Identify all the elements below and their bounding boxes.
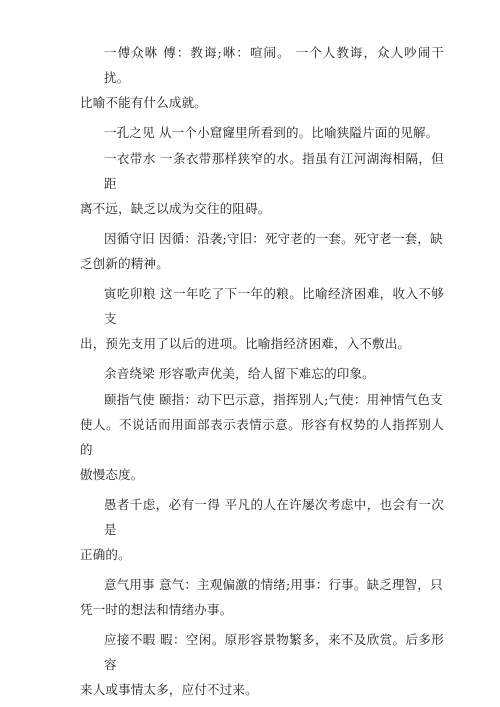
entry-continuation: 比喻不能有什么成就。 xyxy=(80,95,208,110)
idiom-entry xyxy=(80,226,444,276)
idiom-entry xyxy=(104,361,444,386)
entry-continuation: 乏创新的精神。 xyxy=(80,256,169,271)
idiom-entry xyxy=(80,146,444,221)
idiom-entry xyxy=(80,40,444,115)
entry-first-line: 一傅众咻 傅：教诲;咻：喧闹。 一个人教诲，众人吵闹干扰。 xyxy=(104,45,444,85)
entry-first-line: 余音绕梁 形容歌声优美，给人留下难忘的印象。 xyxy=(104,366,375,381)
entry-continuation: 傲慢态度。 xyxy=(80,467,144,482)
idiom-entry xyxy=(80,492,444,567)
entry-first-line: 意气用事 意气：主观偏激的情绪;用事：行事。缺乏理智，只 xyxy=(104,577,443,592)
entry-continuation: 出，预先支用了以后的进项。比喻指经济困难，入不敷出。 xyxy=(80,336,411,351)
idiom-entry xyxy=(80,627,444,702)
entry-continuation: 正确的。 xyxy=(80,547,131,562)
entry-continuation: 凭一时的想法和情绪办事。 xyxy=(80,602,233,617)
idiom-entry xyxy=(80,572,444,622)
entry-first-line: 应接不暇 暇：空闲。原形容景物繁多，来不及欣赏。后多形容 xyxy=(104,632,444,672)
entry-first-line: 因循守旧 因循：沿袭;守旧：死守老的一套。死守老一套，缺 xyxy=(104,231,443,246)
idiom-entry xyxy=(80,387,444,487)
entry-continuation: 来人或事情太多，应付不过来。 xyxy=(80,682,258,697)
entry-first-line: 一衣带水 一条衣带那样狭窄的水。指虽有江河湖海相隔，但距 xyxy=(104,151,444,191)
entry-continuation: 使人。不说话而用面部表示表情示意。形容有权势的人指挥别人的 xyxy=(80,417,444,457)
entry-first-line: 一孔之见 从一个小窟窿里所看到的。比喻狭隘片面的见解。 xyxy=(104,125,439,140)
entry-first-line: 愚者千虑，必有一得 平凡的人在许屡次考虑中，也会有一次是 xyxy=(104,497,444,537)
idiom-entry-list xyxy=(80,40,444,707)
entry-continuation: 离不远，缺乏以成为交往的阻碍。 xyxy=(80,201,271,216)
idiom-entry xyxy=(80,281,444,356)
entry-first-line: 颐指气使 颐指：动下巴示意，指挥别人;气使：用神情气色支 xyxy=(104,392,443,407)
entry-first-line: 寅吃卯粮 这一年吃了下一年的粮。比喻经济困难，收入不够支 xyxy=(104,286,444,326)
idiom-entry xyxy=(104,120,444,145)
